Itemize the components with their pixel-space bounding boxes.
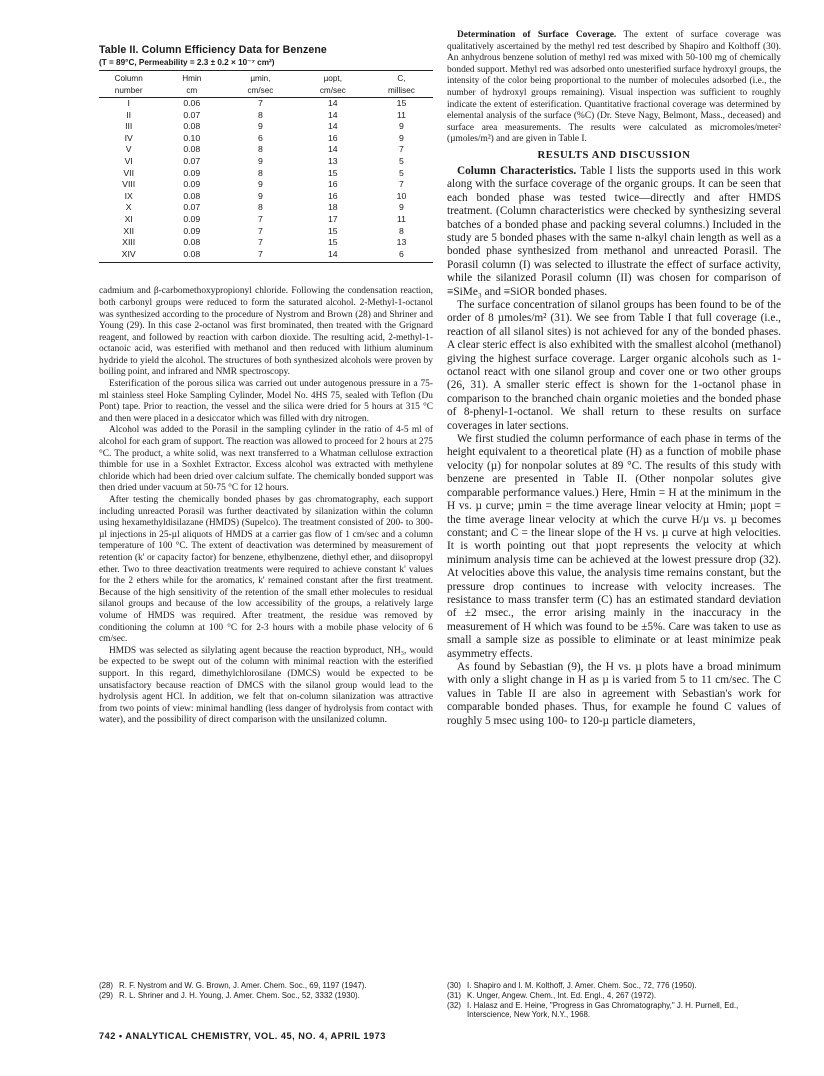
table-cell: 0.09 [183, 167, 201, 178]
table-row [99, 98, 433, 110]
table-cell: 8 [258, 109, 263, 120]
table-cell: 15 [396, 98, 407, 108]
table-row [99, 156, 433, 168]
table-cell: 7 [399, 179, 404, 190]
references-left [99, 981, 433, 1001]
table-cell: VIII [122, 179, 136, 190]
header-column-number: Column [114, 74, 143, 83]
page-footer: 742 • ANALYTICAL CHEMISTRY, VOL. 45, NO. 4, APRIL 1973 [99, 1031, 386, 1041]
table-cell: 7 [258, 98, 263, 108]
table-cell: 0.08 [158, 249, 225, 263]
table-cell: 7 [258, 213, 263, 224]
table-cell: V [125, 144, 132, 155]
table-cell: 9 [258, 179, 263, 190]
right-column [447, 30, 781, 728]
left-column [99, 30, 433, 727]
reference-item [447, 981, 781, 991]
table-header-row-units [99, 85, 433, 98]
header-unit-number: number [99, 85, 158, 98]
column-efficiency-table [99, 73, 433, 263]
table-cell: III [125, 121, 133, 132]
table-cell: 0.08 [183, 144, 201, 155]
paragraph-column-performance: We first studied the column performance of each phase in terms of the height equivalent to a theoretical plate (H) as a function of mobile phase velocity (µ) for nonpolar solutes at 89 °C. The results of this study with benzene are presented in Table II. (Other nonpolar solutes give comparable performance values.) Here, Hmin = H at the minimum in the H vs. µ curve; µmin = the time average linear velocity at Hmin; µopt = the time average linear velocity at which the curve H/µ vs. µ becomes constant; and C = the linear slope of the H vs. µ curve at high velocities. It is worth pointing out that µopt represents the velocity at which minimum analysis time can be achieved at the lowest pressure drop (32). At velocities above this value, the analysis time remains constant, but the pressure drop continues to increase with velocity increases. The resistance to mass transfer term (C) has an estimated standard deviation of ±2 msec., the error arising mainly in the inaccuracy in the measurement of H which was found to be ±5%. Care was taken to use as small a sample size as possible to eliminate or at least minimize peak asymmetry effects. [447, 433, 781, 660]
table-cell: 0.10 [183, 132, 201, 143]
table-title: Table II. Column Efficiency Data for Benzene [99, 44, 327, 56]
paragraph-alcohol-addition: Alcohol was added to the Porasil in the sampling cylinder in the ratio of 4-5 ml of alcohol for each gram of support. The reaction was allowed to proceed for 2 hours at 275 °C. The product, a white solid, was next transferred to a Whatman cellulose extraction thimble for use in a Soxhlet Extractor. Excess alcohol was extracted with methylene chloride which had been dried over calcium sulfate. The chemically bonded support was then dried under vacuum at 50-75 °C for 12 hours. [99, 425, 433, 494]
table-cell: 0.08 [183, 121, 201, 132]
header-unit-umin: cm/sec [225, 85, 296, 98]
table-cell: 10 [396, 190, 407, 201]
table-cell: 16 [327, 179, 338, 190]
reference-item [447, 991, 781, 1001]
table-row [99, 237, 433, 249]
table-cell: 15 [327, 167, 338, 178]
table-row [99, 133, 433, 145]
table-row [99, 202, 433, 214]
table-row [99, 214, 433, 226]
header-unit-c: millisec [370, 85, 433, 98]
table-row [99, 110, 433, 122]
table-cell: 0.07 [183, 202, 201, 213]
reference-number: (28) [99, 981, 114, 990]
table-cell: 15 [327, 225, 338, 236]
reference-item [99, 981, 433, 991]
table-cell: 0.06 [183, 98, 201, 108]
header-unit-hmin: cm [158, 85, 225, 98]
table-row [99, 121, 433, 133]
table-cell: 9 [258, 121, 263, 132]
table-cell: 0.09 [183, 225, 201, 236]
table-cell: 11 [396, 109, 406, 120]
surface-coverage-text: The extent of surface coverage was qualitatively ascertained by the methyl red test described by Shapiro and Kolthoff (30). An anhydrous benzene solution of methyl red was mixed with 50-100 mg of chemically bonded support. Methyl red was adsorbed onto unesterified surface hydroxyl groups, the intensity of the color being proportional to the number of molecules adsorbed (i.e., the number of hydroxyl groups remaining). Visual inspection was sufficient to roughly indicate the extent of esterification. Quantitative fractional coverage was determined by elemental analysis of the surface (%C) (Dr. Steve Nagy, Belmont, Mass., deceased) and surface area measurements. The results were calculated as micromoles/meter² (µmoles/m²) and are given in Table I. [447, 30, 781, 145]
table-row [99, 144, 433, 156]
table-cell: XII [123, 225, 134, 236]
table-cell: 9 [399, 202, 404, 213]
paragraph-esterification: Esterification of the porous silica was carried out under autogenous pressure in a 75-ml stainless steel Hoke Sampling Cylinder, Model No. 4HS 75, sealed with Teflon (Du Pont) tape. Prior to reaction, the vessel and the silica were dried for 5 hours at 315 °C and then were placed in a desiccator which was filled with dry nitrogen. [99, 379, 433, 424]
table-cell: IV [124, 132, 133, 143]
table-body [99, 98, 433, 263]
reference-text: I. Shapiro and I. M. Kolthoff, J. Amer. Chem. Soc., 72, 776 (1950). [467, 981, 697, 990]
table-cell: 0.09 [183, 179, 201, 190]
table-cell: 8 [258, 167, 263, 178]
table-cell: 18 [327, 202, 338, 213]
section-title: RESULTS AND DISCUSSION [537, 149, 691, 161]
references-right [447, 981, 781, 1020]
table-cell: VI [124, 155, 133, 166]
paragraph-silanol-concentration: The surface concentration of silanol groups has been found to be of the order of 8 µmoles/m² (31). We see from Table I that full coverage (i.e., reaction of all silanol sites) is not achieved for any of the bonded phases. A clear steric effect is also exhibited with the smallest alcohol (methanol) giving the highest surface coverage. Larger organic alcohols such as 1-octanol react with one silanol group and cover one or two other groups (26, 31). A smaller steric effect is shown for the 1-octanol phase in comparison to the branched chain organic moieties and the bonded phase of 8-phenyl-1-octanol. We shall return to these results on surface coverages in later sections. [447, 299, 781, 432]
table-cell: 7 [399, 144, 404, 155]
header-hmin: Hmin [182, 74, 202, 83]
table-cell: 7 [258, 237, 263, 248]
paragraph-deactivation: After testing the chemically bonded phases by gas chromatography, each support including unreacted Porasil was further deactivated by silanization within the column using hexamethyldisilazane (HMDS) (Supelco). The treatment consisted of 200- to 300-µl injections in 25-µl aliquots of HMDS at a carrier gas flow of 1 cm/sec and a column temperature of 100 °C. The extent of deactivation was determined by measurement of retention (k' or capacity factor) for benzene, ethylbenzene, diethyl ether, and diisopropyl ether. Two to three deactivation treatments were required to achieve constant k' values for the 2 ethers while for the aromatics, k' remained constant after the first treatment. Because of the high sensitivity of the retention of the small ether molecules to residual silanol groups and because of the low accessibility of the groups, a relatively large volume of HMDS was required. After treatment, the residue was removed by conditioning the column at 100 °C for 2-3 hours with a mobile phase velocity of 6 cm/sec. [99, 495, 433, 645]
reference-number: (30) [447, 981, 462, 990]
paragraph-column-characteristics [447, 165, 781, 299]
table-header-row-top [99, 73, 433, 85]
table-cell: I [127, 98, 130, 108]
reference-text: R. F. Nystrom and W. G. Brown, J. Amer. Chem. Soc., 69, 1197 (1947). [119, 981, 367, 990]
table-cell: 9 [399, 121, 404, 132]
reference-text: R. L. Shriner and J. H. Young, J. Amer. Chem. Soc., 52, 3332 (1930). [119, 990, 360, 1000]
table-cell: 0.09 [183, 213, 201, 224]
table-cell: 14 [327, 121, 338, 132]
reference-number: (31) [447, 990, 462, 1000]
table-cell: X [125, 202, 132, 213]
table-cell: XIII [122, 237, 136, 248]
table-cell: 17 [327, 213, 338, 224]
table-subtitle: (T = 89°C, Permeability = 2.3 ± 0.2 × 10⁻⁷ cm²) [99, 57, 433, 71]
table-cell: 6 [258, 132, 263, 143]
table-cell: 0.07 [183, 109, 201, 120]
table-cell: 8 [258, 144, 263, 155]
reference-item [99, 991, 433, 1001]
table-cell: 8 [258, 202, 263, 213]
table-cell: 15 [327, 237, 338, 248]
table-row [99, 226, 433, 238]
table-cell: 14 [327, 98, 338, 108]
table-cell: XIV [99, 249, 158, 263]
paragraph-synthesis: cadmium and β-carbomethoxypropionyl chloride. Following the condensation reaction, both carbonyl groups were reduced to form the saturated alcohol. 2-Methyl-1-octanol was synthesized according to the procedure of Nystrom and Brown (28) and Shriner and Young (29). In this case 2-octanol was first brominated, then treated with the Grignard reagent, and followed by reaction with carbon dioxide. The resulting acid, 2-methyl-1-octanoic acid, was esterified with methanol and then reduced with lithium aluminum hydride to yield the alcohol. The structures of both synthesized alcohols were proven by boiling point, and infrared and NMR spectroscopy. [99, 286, 433, 378]
table-cell: 0.07 [183, 155, 201, 166]
column-characteristics-heading: Column Characteristics. [457, 164, 577, 177]
table-cell: XI [124, 213, 133, 224]
table-cell: 0.08 [183, 190, 201, 201]
table-cell: IX [124, 190, 133, 201]
header-c: C, [397, 74, 406, 83]
table-cell: 14 [327, 144, 338, 155]
surface-coverage-heading: Determination of Surface Coverage. [457, 30, 617, 40]
paragraph-sebastian: As found by Sebastian (9), the H vs. µ plots have a broad minimum with only a slight change in H as µ is varied from 5 to 11 cm/sec. The C values in Table II are also in agreement with Sebastian's work for comparable bonded phases. Thus, for example he found C values of roughly 5 msec using 100- to 120-µ particle diameters, [447, 660, 781, 727]
header-umin: µmin, [250, 74, 271, 83]
table-row [99, 168, 433, 180]
table-cell: 9 [399, 132, 404, 143]
table-cell: 16 [327, 132, 338, 143]
table-cell: VII [123, 167, 134, 178]
header-unit-uopt: cm/sec [296, 85, 370, 98]
paragraph-surface-coverage [447, 30, 781, 146]
table-row [99, 249, 433, 263]
table-row [99, 191, 433, 203]
table-cell: 16 [327, 190, 338, 201]
table-cell: II [126, 109, 132, 120]
table-cell: 8 [399, 225, 404, 236]
table-cell: 7 [258, 225, 263, 236]
table-cell: 11 [396, 213, 406, 224]
table-cell: 14 [296, 249, 370, 263]
table-cell: 6 [370, 249, 433, 263]
table-cell: 13 [327, 155, 338, 166]
column-characteristics-text: Table I lists the supports used in this work along with the surface coverage of the organic groups. It can be seen that each bonded phase was tested twice—directly and after HMDS treatment. (Column characteristics were checked by synthesizing several batches of a bonded phase and packing several columns.) Included in the study are 5 bonded phases with the same n-alkyl chain length as well as a bonded phase synthesized from methanol and unreacted Porasil. The Porasil column (I) was selected to illustrate the effect of surface activity, while the silanized Porasil column (II) was chosen for comparison of ≡SiMe₃ and ≡SiOR bonded phases. [447, 164, 781, 298]
table-cell: 9 [258, 155, 263, 166]
reference-item [447, 1001, 781, 1021]
table-cell: 5 [399, 155, 404, 166]
reference-number: (29) [99, 990, 114, 1000]
table-cell: 9 [258, 190, 263, 201]
table-row [99, 179, 433, 191]
table-cell: 14 [327, 109, 338, 120]
header-uopt: µopt, [323, 74, 342, 83]
reference-text: K. Unger, Angew. Chem., Int. Ed. Engl., 4, 267 (1972). [467, 990, 657, 1000]
reference-text: I. Halasz and E. Heine, "Progress in Gas Chromatography," J. H. Purnell, Ed., Interscience, New York, N.Y., 1968. [467, 1000, 739, 1020]
paragraph-hmds: HMDS was selected as silylating agent because the reaction byproduct, NH₃, would be expected to be swept out of the column with minimal reaction with the esterified support. In this regard, dimethylchlorosilane (DMCS) would be expected to be unsatisfactory because reaction of DMCS with the silanol group would lead to the hydrolysis agent HCl. In addition, we felt that on-column silanization was attractive from two points of view: minimal handling (less danger of hydrolysis from contact with water), and the possibility of direct comparison with the unsilanized column. [99, 645, 433, 726]
table-cell: 5 [399, 167, 404, 178]
table-cell: 0.08 [183, 237, 201, 248]
table-cell: 7 [225, 249, 296, 263]
reference-number: (32) [447, 1000, 462, 1010]
table-cell: 13 [396, 237, 407, 248]
